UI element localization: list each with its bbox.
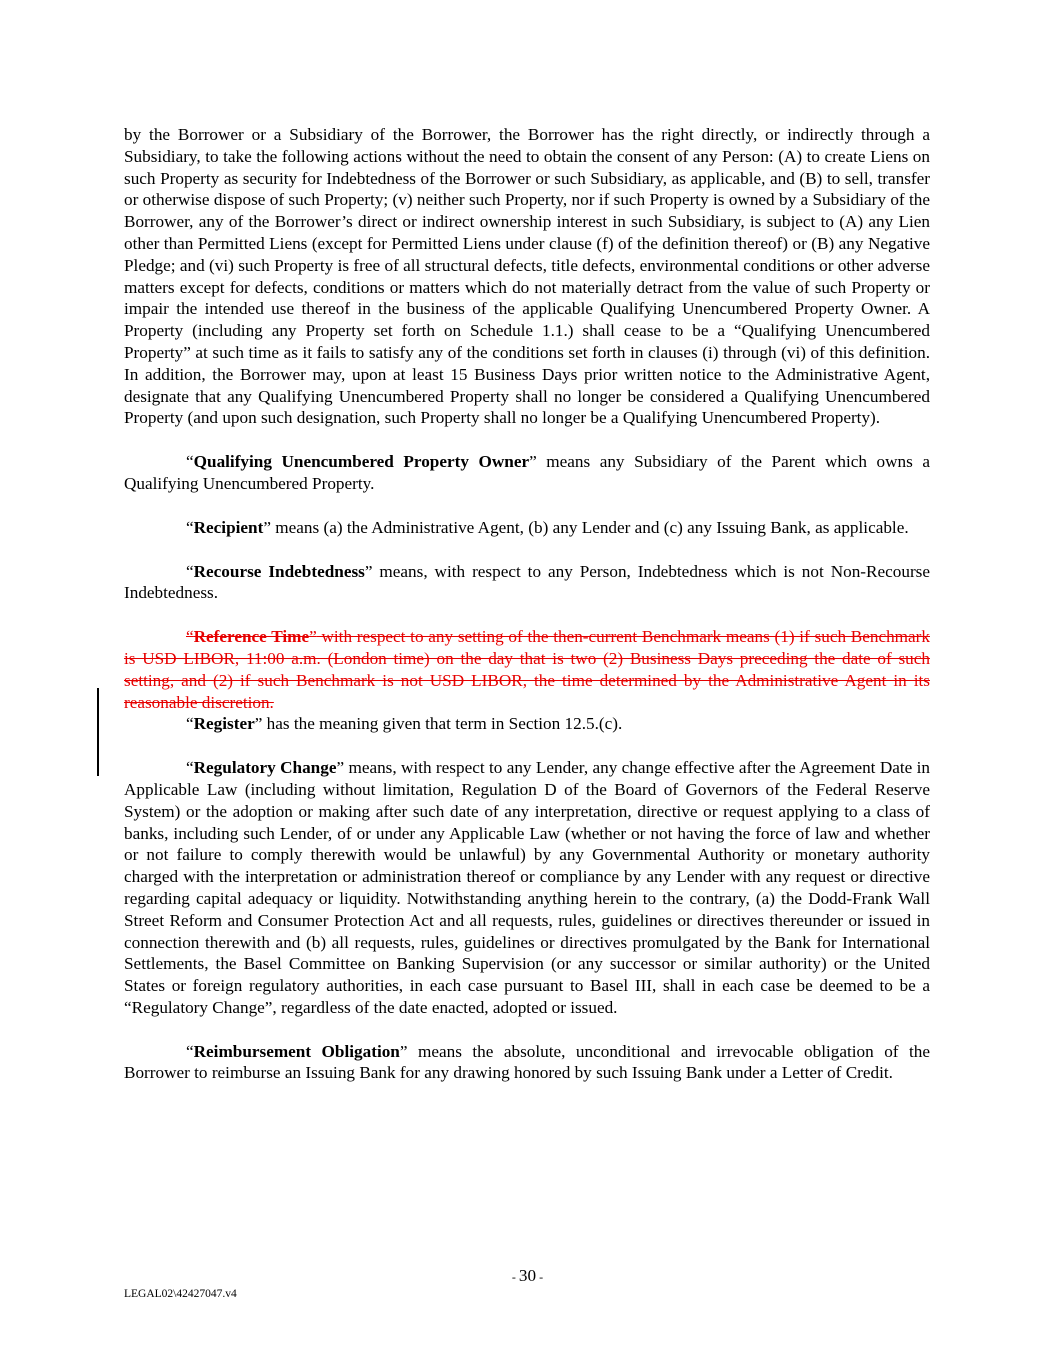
definition-recourse-indebtedness: “Recourse Indebtedness” means, with respect to any Person, Indebtedness which is not Non-Recourse Indebtedness. [124,561,930,603]
document-id: LEGAL02\42427047.v4 [124,1288,237,1300]
definition-text: means (a) the Administrative Agent, (b) any Lender and (c) any Issuing Bank, as applicable. [270,517,909,537]
deleted-definition-reference-time: “Reference Time” with respect to any setting of the then-current Benchmark means (1) if such Benchmark is USD LIBOR, 11:00 a.m. (London time) on the day that is two (2) Business Days preceding the date of such setting, and (2) if such Benchmark is not USD LIBOR, the time determined by the Administrative Agent in its reasonable discretion. [124,627,930,712]
definition-text: has the meaning given that term in Section 12.5.(c). [262,714,623,734]
definition-register: “Register” has the meaning given that term in Section 12.5.(c). [186,714,623,734]
continuation-paragraph: by the Borrower or a Subsidiary of the Borrower, the Borrower has the right directly, or indirectly through a Subsidiary, to take the following actions without the need to obtain the consent of any Person: (A) to create Liens on such Property as security for Indebtedness of the Borrower or such Subsidiary, as applicable, and (B) to sell, transfer or otherwise dispose of such Property; (v) neither such Property, nor if such Property is owned by a Subsidiary of the Borrower, any of the Borrower’s direct or indirect ownership interest in such Subsidiary, is subject to (A) any Lien other than Permitted Liens (except for Permitted Liens under clause (f) of the definition thereof) or (B) any Negative Pledge; and (vi) such Property is free of all structural defects, title defects, environmental conditions or other adverse matters except for defects, conditions or matters which do not materially detract from the value of such Property or impair the intended use thereof in the business of the applicable Qualifying Unencumbered Property Owner. A Property (including any Property set forth on Schedule 1.1.) shall cease to be a “Qualifying Unencumbered Property” at such time as it fails to satisfy any of the conditions set forth in clauses (i) through (vi) of this definition. In addition, the Borrower may, upon at least 15 Business Days prior written notice to the Administrative Agent, designate that any Qualifying Unencumbered Property shall no longer be considered a Qualifying Unencumbered Property (and upon such designation, such Property shall no longer be a Qualifying Unencumbered Property). [124,125,930,428]
definition-reimbursement-obligation: “Reimbursement Obligation” means the absolute, unconditional and irrevocable obligation of the Borrower to reimburse an Issuing Bank for any drawing honored by such Issuing Bank under a Letter of Credit. [124,1041,930,1083]
definition-text: means any Subsidiary of the Parent which owns a Qualifying Unencumbered Property. [124,452,930,493]
page-number: - 30 - [511,1266,544,1285]
definition-text: means, with respect to any Lender, any change effective after the Agreement Date in Applicable Law (including without limitation, Regulation D of the Board of Governors of the Federal Reserve System) or the adoption or making after such date of any interpretation, directive or request applying to a class of banks, including such Lender, of or under any Applicable Law (whether or not having the force of law and whether or not failure to comply therewith would be unlawful) by any Governmental Authority or monetary authority charged with the interpretation or administration thereof or compliance by any Lender with any request or directive regarding capital adequacy or liquidity. Notwithstanding anything herein to the contrary, (a) the Dodd-Frank Wall Street Reform and Consumer Protection Act and all requests, rules, guidelines or directives thereunder or issued in connection therewith and (b) all requests, rules, guidelines or directives promulgated by the Bank for International Settlements, the Basel Committee on Banking Supervision (or any successor or similar authority) or the United States or foreign regulatory authorities, in each case pursuant to Basel III, shall in each case be deemed to be a “Regulatory Change”, regardless of the date enacted, adopted or issued. [124,758,930,1017]
defined-term: Recourse Indebtedness [193,561,365,581]
definition-text: means, with respect to any Person, Indebtedness which is not Non-Recourse Indebtedness. [124,561,930,603]
defined-term: Reimbursement Obligation [193,1041,400,1061]
document-page [124,124,930,1106]
defined-term: Qualifying Unencumbered Property Owner [193,452,530,472]
definition-text: means the absolute, unconditional and irrevocable obligation of the Borrower to reimburse an Issuing Bank for any drawing honored by such Issuing Bank under a Letter of Credit. [124,1041,930,1083]
definition-qualifying-unencumbered-property-owner: “Qualifying Unencumbered Property Owner” means any Subsidiary of the Parent which owns a Qualifying Unencumbered Property. [124,452,930,493]
change-bar [97,688,99,776]
defined-term: Regulatory Change [193,758,337,778]
definition-regulatory-change: “Regulatory Change” means, with respect to any Lender, any change effective after the Agreement Date in Applicable Law (including without limitation, Regulation D of the Board of Governors of the Federal Reserve System) or the adoption or making after such date of any interpretation, directive or request applying to a class of banks, including such Lender, of or under any Applicable Law (whether or not having the force of law and whether or not failure to comply therewith would be unlawful) by any Governmental Authority or monetary authority charged with the interpretation or administration thereof or compliance by any Lender with any request or directive regarding capital adequacy or liquidity. Notwithstanding anything herein to the contrary, (a) the Dodd-Frank Wall Street Reform and Consumer Protection Act and all requests, rules, guidelines or directives thereunder or issued in connection therewith and (b) all requests, rules, guidelines or directives promulgated by the Bank for International Settlements, the Basel Committee on Banking Supervision (or any successor or similar authority) or the United States or foreign regulatory authorities, in each case pursuant to Basel III, shall in each case be deemed to be a “Regulatory Change”, regardless of the date enacted, adopted or issued. [124,758,930,1017]
defined-term: Register [193,714,255,734]
definition-recipient: “Recipient” means (a) the Administrative Agent, (b) any Lender and (c) any Issuing Bank, as applicable. [186,517,909,537]
defined-term: Reference Time [193,627,310,647]
defined-term: Recipient [193,517,264,537]
definition-text: with respect to any setting of the then-current Benchmark means (1) if such Benchmark is USD LIBOR, 11:00 a.m. (London time) on the day that is two (2) Business Days preceding the date of such setting, and (2) if such Benchmark is not USD LIBOR, the time determined by the Administrative Agent in its reasonable discretion. [124,627,930,712]
